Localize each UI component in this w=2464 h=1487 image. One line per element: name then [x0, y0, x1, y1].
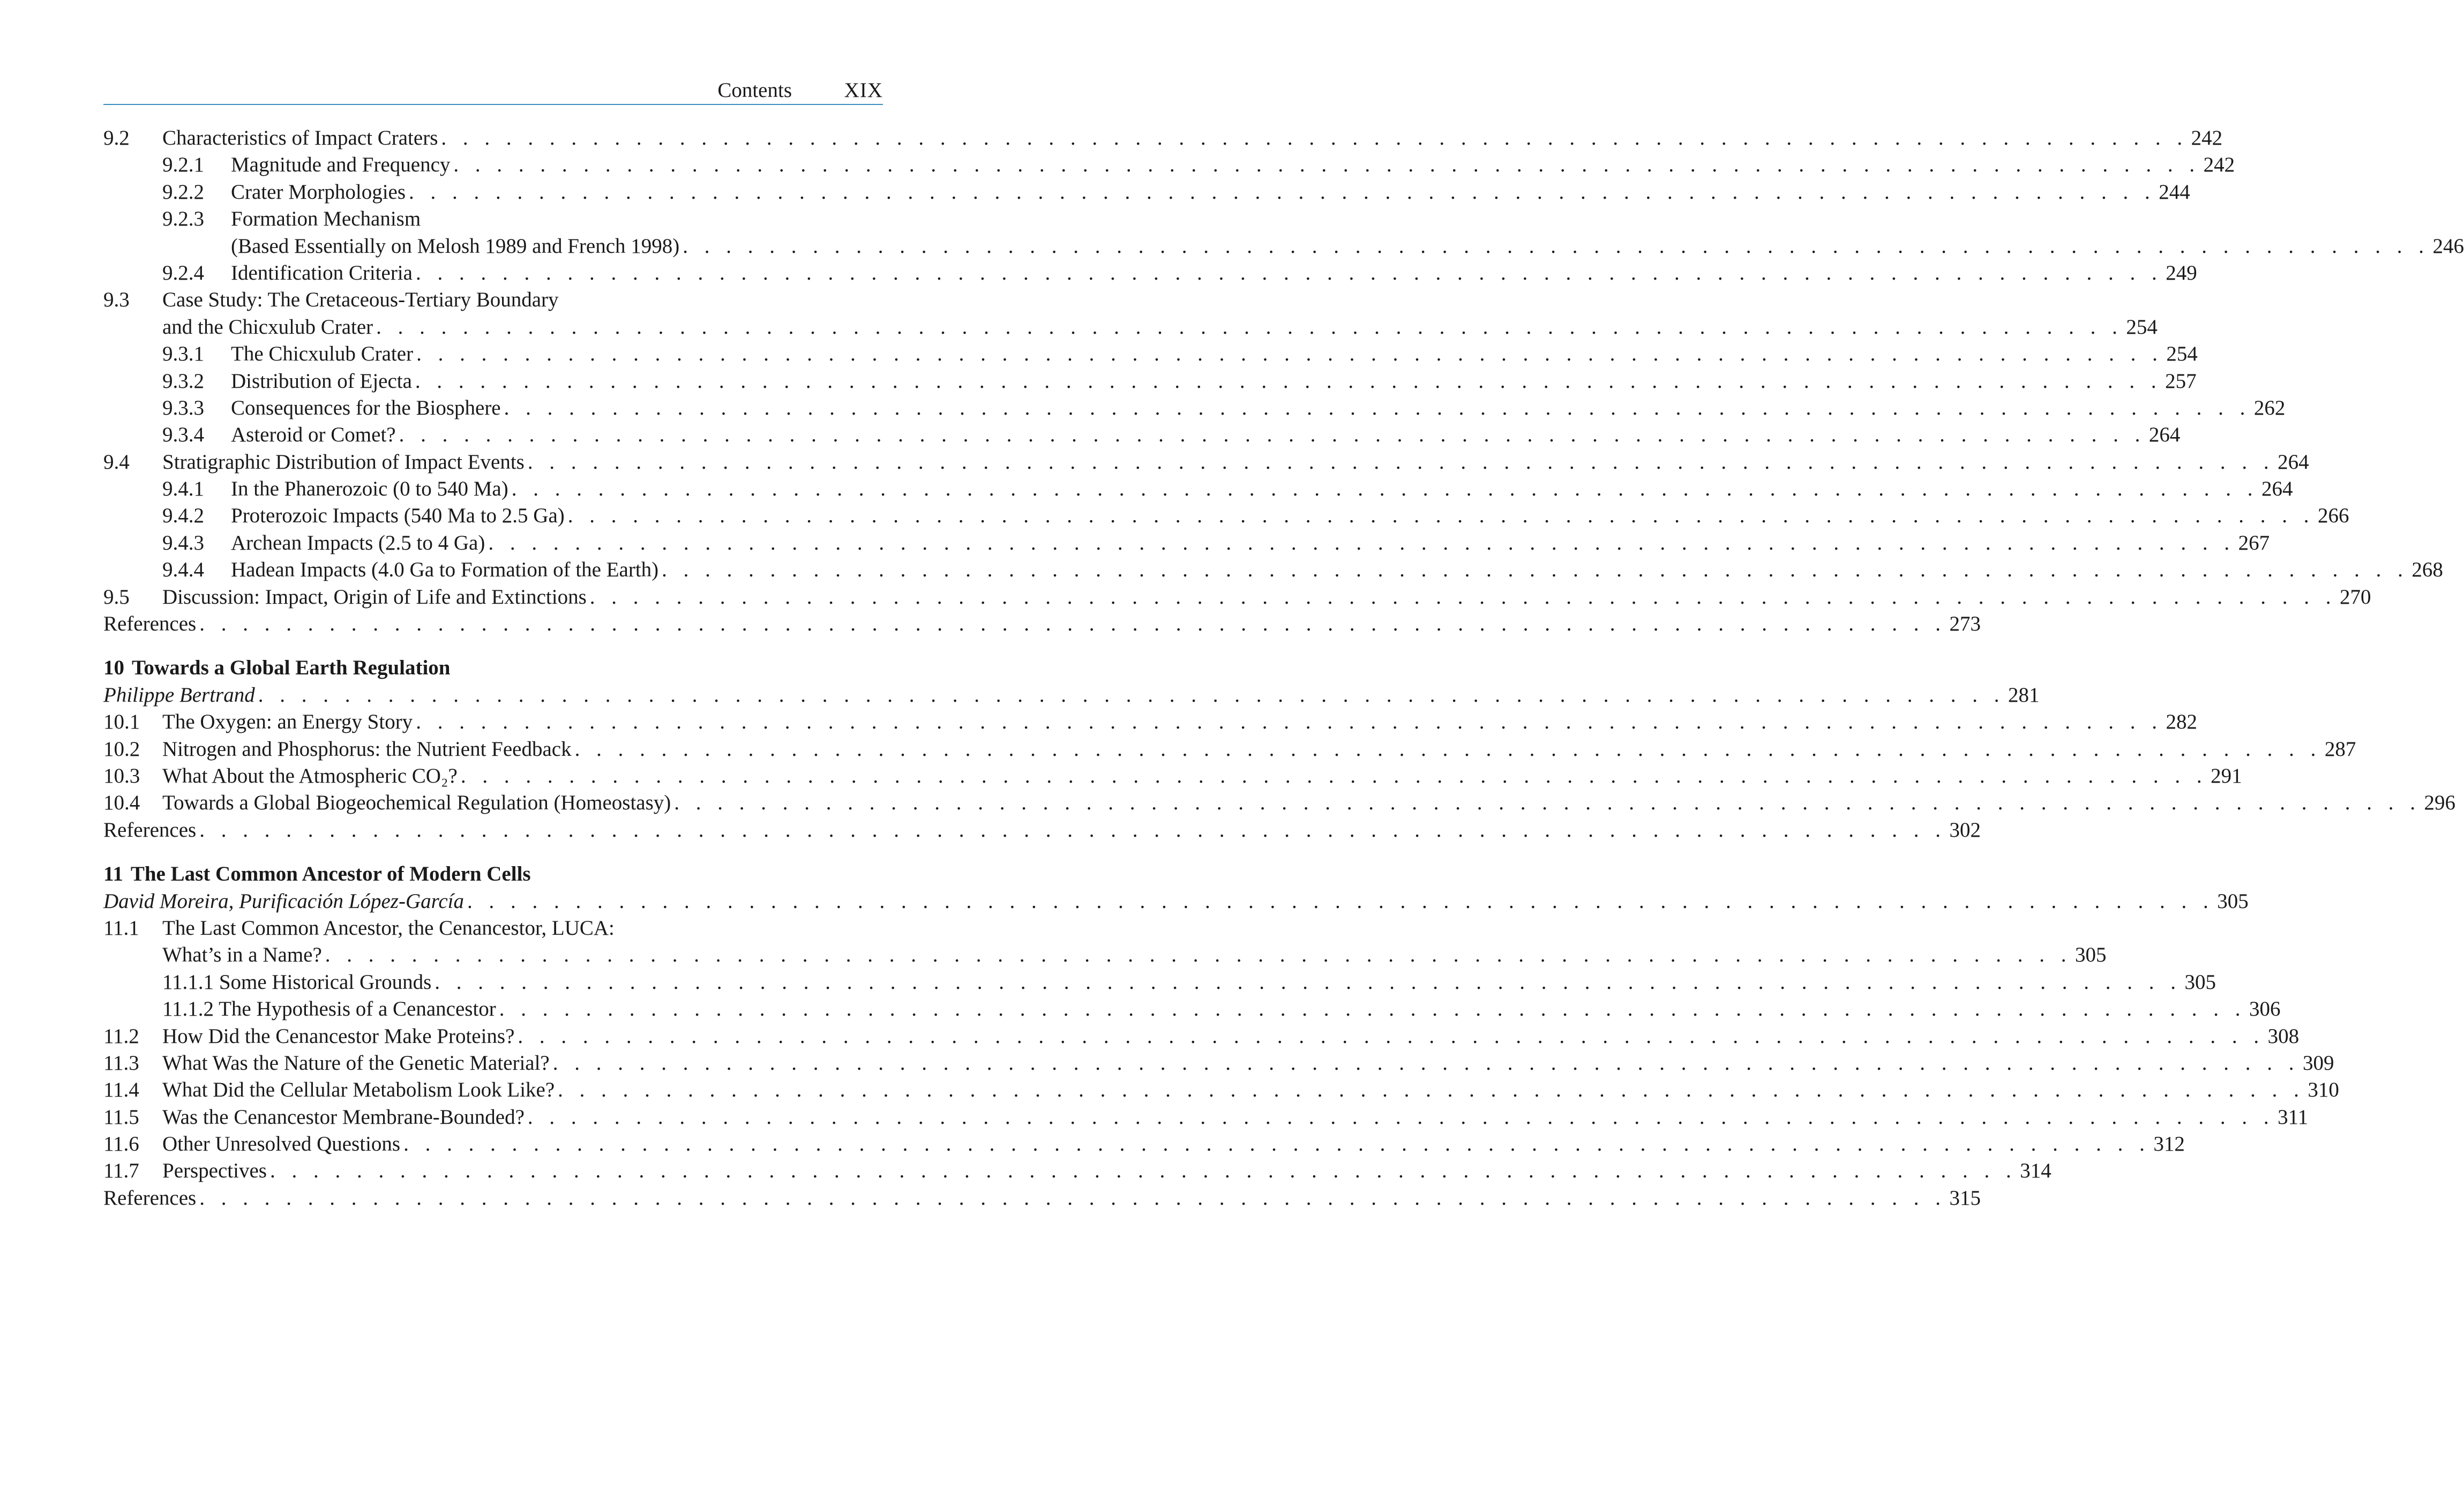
chapter-author: Philippe Bertrand [103, 683, 255, 707]
section-title: What Was the Nature of the Genetic Material? [162, 1051, 550, 1075]
section-title-text: The Hypothesis of a Cenancestor [219, 997, 496, 1021]
dot-leader: . . . . . . . . . . . . . . . . . . . . . . . . . . . . . . . . . . . . . . . . . . . . . . . . . . . . . . . . . . . . . . . . . . . . . . . . . . . . . . . . . [527, 450, 2275, 474]
references-page: 302 [1949, 818, 1981, 842]
chapter-number: 11 [103, 862, 123, 886]
section-number: 9.2.2 [162, 180, 204, 204]
section-page: 314 [2020, 1159, 2051, 1183]
toc-entry-11-1-2[interactable] [103, 996, 2281, 1023]
section-number: 9.3.2 [162, 369, 204, 393]
section-title: Archean Impacts (2.5 to 4 Ga) [231, 531, 485, 554]
references-title: References [103, 818, 197, 842]
section-number: 10.3 [103, 764, 140, 787]
section-title: Characteristics of Impact Craters [162, 126, 438, 149]
dot-leader: . . . . . . . . . . . . . . . . . . . . . . . . . . . . . . . . . . . . . . . . . . . . . . . . . . . . . . . . . . . . . . . . . . . . . . . . . . . . . . . . . [567, 504, 2315, 528]
section-title-line2: What’s in a Name? [162, 943, 322, 967]
section-number: 9.5 [103, 585, 130, 609]
section-title-line1: The Last Common Ancestor, the Cenancestor, LUCA: [162, 916, 615, 940]
section-number: 9.4.4 [162, 558, 204, 582]
section-number: 9.3.3 [162, 396, 204, 419]
dot-leader: . . . . . . . . . . . . . . . . . . . . . . . . . . . . . . . . . . . . . . . . . . . . . . . . . . . . . . . . . . . . . . . . . . . . . . . . . . . . . . . . . [399, 423, 2146, 447]
section-page: 310 [2308, 1078, 2339, 1102]
toc-entry-references-11[interactable] [103, 1185, 1981, 1212]
dot-leader: . . . . . . . . . . . . . . . . . . . . . . . . . . . . . . . . . . . . . . . . . . . . . . . . . . . . . . . . . . . . . . . . . . . . . . . . . . . . . . . . . [589, 585, 2337, 609]
chapter-author: David Moreira, Purificación López-García [103, 889, 465, 913]
section-number: 9.2.3 [162, 207, 204, 231]
toc-entry-author-10[interactable] [103, 682, 2040, 709]
section-number: 9.2.4 [162, 261, 204, 284]
dot-leader: . . . . . . . . . . . . . . . . . . . . . . . . . . . . . . . . . . . . . . . . . . . . . . . . . . . . . . . . . . . . . . . . . . . . . . . . . . . . . . . . . [409, 180, 2156, 204]
dot-leader: . . . . . . . . . . . . . . . . . . . . . . . . . . . . . . . . . . . . . . . . . . . . . . . . . . . . . . . . . . . . . . . . . . . . . . . . . . . . . . . . . [435, 970, 2182, 994]
section-page: 291 [2211, 764, 2242, 787]
section-number: 10.2 [103, 737, 140, 761]
dot-leader: . . . . . . . . . . . . . . . . . . . . . . . . . . . . . . . . . . . . . . . . . . . . . . . . . . . . . . . . . . . . . . . . . . . . . . . . . . . . . . . . . [527, 1105, 2275, 1129]
section-title [162, 996, 496, 1023]
section-number: 9.4.1 [162, 477, 204, 501]
section-page: 268 [2411, 558, 2443, 582]
section-number: 9.4.2 [162, 504, 204, 528]
section-number: 10.1 [103, 710, 140, 734]
section-title: What About the Atmospheric CO₂? [162, 764, 458, 787]
section-number: 9.2 [103, 126, 130, 149]
section-page: 267 [2238, 531, 2270, 554]
section-title-text: Some Historical Grounds [219, 970, 432, 994]
section-number: 11.1.1 [162, 970, 214, 994]
section-page: 287 [2324, 737, 2356, 761]
chapter-page: 305 [2217, 889, 2249, 913]
section-number: 11.6 [103, 1132, 139, 1156]
chapter-number: 10 [103, 656, 124, 680]
section-title: Other Unresolved Questions [162, 1132, 401, 1156]
dot-leader: . . . . . . . . . . . . . . . . . . . . . . . . . . . . . . . . . . . . . . . . . . . . . . . . . . . . . . . . . . . . . . . . . . . . . . . . . . . . . . . . . [199, 1186, 1946, 1210]
section-page: 262 [2253, 396, 2286, 419]
section-page: 254 [2126, 315, 2158, 339]
section-page: 257 [2165, 369, 2197, 393]
section-page: 264 [2148, 423, 2181, 447]
section-page: 296 [2424, 791, 2456, 815]
section-page: 282 [2166, 710, 2197, 734]
section-title: Stratigraphic Distribution of Impact Events [162, 450, 525, 474]
dot-leader: . . . . . . . . . . . . . . . . . . . . . . . . . . . . . . . . . . . . . . . . . . . . . . . . . . . . . . . . . . . . . . . . . . . . . . . . . . . . . . . . . [488, 531, 2235, 554]
section-page: 242 [2203, 153, 2235, 177]
section-title: The Oxygen: an Energy Story [162, 710, 413, 734]
section-number: 11.1.2 [162, 997, 214, 1021]
chapter-title: The Last Common Ancestor of Modern Cells [130, 862, 531, 886]
references-title: References [103, 612, 197, 636]
section-page: 312 [2153, 1132, 2185, 1156]
chapter-title: Towards a Global Earth Regulation [132, 656, 451, 680]
section-page: 266 [2318, 504, 2349, 528]
toc-entry-9-2-2[interactable] [103, 179, 2190, 206]
dot-leader: . . . . . . . . . . . . . . . . . . . . . . . . . . . . . . . . . . . . . . . . . . . . . . . . . . . . . . . . . . . . . . . . . . . . . . . . . . . . . . . . . [403, 1132, 2151, 1156]
section-title: The Chicxulub Crater [231, 342, 414, 366]
references-page: 273 [1949, 612, 1981, 636]
toc-entry-author-11[interactable] [103, 888, 2249, 915]
section-number: 11.4 [103, 1078, 139, 1102]
dot-leader: . . . . . . . . . . . . . . . . . . . . . . . . . . . . . . . . . . . . . . . . . . . . . . . . . . . . . . . . . . . . . . . . . . . . . . . . . . . . . . . . . [376, 315, 2123, 339]
references-page: 315 [1949, 1186, 1981, 1210]
dot-leader: . . . . . . . . . . . . . . . . . . . . . . . . . . . . . . . . . . . . . . . . . . . . . . . . . . . . . . . . . . . . . . . . . . . . . . . . . . . . . . . . . [453, 153, 2200, 177]
dot-leader: . . . . . . . . . . . . . . . . . . . . . . . . . . . . . . . . . . . . . . . . . . . . . . . . . . . . . . . . . . . . . . . . . . . . . . . . . . . . . . . . . [441, 126, 2188, 149]
section-title: Proterozoic Impacts (540 Ma to 2.5 Ga) [231, 504, 565, 528]
dot-leader: . . . . . . . . . . . . . . . . . . . . . . . . . . . . . . . . . . . . . . . . . . . . . . . . . . . . . . . . . . . . . . . . . . . . . . . . . . . . . . . . . [518, 1024, 2265, 1048]
references-title: References [103, 1186, 197, 1210]
section-page: 254 [2166, 342, 2198, 366]
section-page: 309 [2303, 1051, 2334, 1075]
section-page: 305 [2184, 970, 2216, 994]
toc-entry-9-2-3-cont[interactable] [103, 233, 2464, 260]
section-number: 10.4 [103, 791, 140, 815]
section-number: 11.2 [103, 1024, 139, 1048]
toc-entry-references-10[interactable] [103, 817, 1981, 844]
chapter-page: 281 [2008, 683, 2040, 707]
section-number: 11.1 [103, 916, 139, 940]
toc-entry-10-1[interactable] [103, 709, 2197, 735]
section-page: 242 [2191, 126, 2223, 149]
section-number: 11.5 [103, 1105, 139, 1129]
toc-entry-11-2[interactable] [103, 1023, 2300, 1050]
chapter-heading-10[interactable] [103, 655, 883, 681]
toc-entry-11-3[interactable] [103, 1050, 2334, 1077]
toc-entry-9-2-1[interactable] [103, 152, 2235, 178]
section-title: Hadean Impacts (4.0 Ga to Formation of the Earth) [231, 558, 659, 582]
section-title-line1: Case Study: The Cretaceous-Tertiary Boundary [162, 288, 559, 312]
section-title-line1: Formation Mechanism [231, 207, 421, 231]
section-page: 244 [2159, 180, 2190, 204]
section-number: 9.3.4 [162, 423, 204, 447]
toc-entry-9-4-2[interactable] [103, 502, 2349, 529]
section-number: 11.7 [103, 1159, 139, 1183]
toc-entry-10-4[interactable] [103, 790, 2456, 816]
section-title: Asteroid or Comet? [231, 423, 396, 447]
section-page: 308 [2267, 1024, 2300, 1048]
dot-leader: . . . . . . . . . . . . . . . . . . . . . . . . . . . . . . . . . . . . . . . . . . . . . . . . . . . . . . . . . . . . . . . . . . . . . . . . . . . . . . . . . [416, 710, 2163, 734]
toc-entry-9-3-cont[interactable] [103, 314, 2158, 341]
section-title-line2: and the Chicxulub Crater [162, 315, 373, 339]
section-title: Distribution of Ejecta [231, 369, 412, 393]
section-title: How Did the Cenancestor Make Proteins? [162, 1024, 515, 1048]
page-number: XIX [844, 79, 883, 102]
dot-leader: . . . . . . . . . . . . . . . . . . . . . . . . . . . . . . . . . . . . . . . . . . . . . . . . . . . . . . . . . . . . . . . . . . . . . . . . . . . . . . . . . [467, 889, 2214, 913]
toc-entry-9-3[interactable] [103, 287, 883, 313]
toc-entry-9-3-2[interactable] [103, 368, 2197, 395]
toc-entry-9-2-3[interactable] [103, 206, 883, 232]
dot-leader: . . . . . . . . . . . . . . . . . . . . . . . . . . . . . . . . . . . . . . . . . . . . . . . . . . . . . . . . . . . . . . . . . . . . . . . . . . . . . . . . . [460, 764, 2208, 787]
section-page: 246 [2432, 234, 2464, 258]
section-page: 311 [2278, 1105, 2309, 1129]
section-title: Was the Cenancestor Membrane-Bounded? [162, 1105, 525, 1129]
toc-entry-9-3-3[interactable] [103, 395, 2286, 422]
toc-entry-9-2[interactable] [103, 125, 2223, 152]
section-page: 264 [2278, 450, 2309, 474]
section-number: 9.4 [103, 450, 130, 474]
running-header-title: Contents [717, 79, 792, 102]
section-title: Nitrogen and Phosphorus: the Nutrient Feedback [162, 737, 572, 761]
dot-leader: . . . . . . . . . . . . . . . . . . . . . . . . . . . . . . . . . . . . . . . . . . . . . . . . . . . . . . . . . . . . . . . . . . . . . . . . . . . . . . . . . [499, 997, 2246, 1021]
dot-leader: . . . . . . . . . . . . . . . . . . . . . . . . . . . . . . . . . . . . . . . . . . . . . . . . . . . . . . . . . . . . . . . . . . . . . . . . . . . . . . . . . [199, 612, 1946, 636]
toc-entry-9-4-3[interactable] [103, 530, 2270, 557]
toc-entry-11-7[interactable] [103, 1158, 2051, 1184]
dot-leader: . . . . . . . . . . . . . . . . . . . . . . . . . . . . . . . . . . . . . . . . . . . . . . . . . . . . . . . . . . . . . . . . . . . . . . . . . . . . . . . . . [199, 818, 1946, 842]
section-page: 264 [2261, 477, 2293, 501]
dot-leader: . . . . . . . . . . . . . . . . . . . . . . . . . . . . . . . . . . . . . . . . . . . . . . . . . . . . . . . . . . . . . . . . . . . . . . . . . . . . . . . . . [574, 737, 2321, 761]
dot-leader: . . . . . . . . . . . . . . . . . . . . . . . . . . . . . . . . . . . . . . . . . . . . . . . . . . . . . . . . . . . . . . . . . . . . . . . . . . . . . . . . . [416, 342, 2163, 366]
section-page: 270 [2340, 585, 2371, 609]
chapter-heading-11[interactable] [103, 861, 883, 888]
toc-entry-9-3-4[interactable] [103, 422, 2181, 448]
toc-entry-9-2-4[interactable] [103, 260, 2197, 287]
section-title: Crater Morphologies [231, 180, 406, 204]
dot-leader: . . . . . . . . . . . . . . . . . . . . . . . . . . . . . . . . . . . . . . . . . . . . . . . . . . . . . . . . . . . . . . . . . . . . . . . . . . . . . . . . . [325, 943, 2072, 967]
section-number: 9.4.3 [162, 531, 204, 554]
section-number: 9.2.1 [162, 153, 204, 177]
section-title-line2: (Based Essentially on Melosh 1989 and French 1998) [231, 234, 680, 258]
toc-entry-11-6[interactable] [103, 1131, 2185, 1158]
dot-leader: . . . . . . . . . . . . . . . . . . . . . . . . . . . . . . . . . . . . . . . . . . . . . . . . . . . . . . . . . . . . . . . . . . . . . . . . . . . . . . . . . [504, 396, 2251, 419]
toc-entry-9-4-1[interactable] [103, 476, 2293, 502]
toc-entry-9-5[interactable] [103, 584, 2371, 611]
dot-leader: . . . . . . . . . . . . . . . . . . . . . . . . . . . . . . . . . . . . . . . . . . . . . . . . . . . . . . . . . . . . . . . . . . . . . . . . . . . . . . . . . [269, 1159, 2017, 1183]
toc-entry-11-1-1[interactable] [103, 969, 2216, 996]
dot-leader: . . . . . . . . . . . . . . . . . . . . . . . . . . . . . . . . . . . . . . . . . . . . . . . . . . . . . . . . . . . . . . . . . . . . . . . . . . . . . . . . . [662, 558, 2409, 582]
toc-entry-11-1[interactable] [103, 915, 883, 942]
section-title: Perspectives [162, 1159, 267, 1183]
toc-entry-10-3[interactable] [103, 763, 2242, 790]
running-header [103, 78, 883, 105]
toc-entry-11-4[interactable] [103, 1077, 2339, 1103]
toc-entry-11-5[interactable] [103, 1104, 2309, 1131]
section-page: 306 [2249, 997, 2281, 1021]
dot-leader: . . . . . . . . . . . . . . . . . . . . . . . . . . . . . . . . . . . . . . . . . . . . . . . . . . . . . . . . . . . . . . . . . . . . . . . . . . . . . . . . . [558, 1078, 2305, 1102]
section-title: Discussion: Impact, Origin of Life and Extinctions [162, 585, 587, 609]
toc-entry-9-4[interactable] [103, 449, 2309, 476]
section-number: 9.3.1 [162, 342, 204, 366]
dot-leader: . . . . . . . . . . . . . . . . . . . . . . . . . . . . . . . . . . . . . . . . . . . . . . . . . . . . . . . . . . . . . . . . . . . . . . . . . . . . . . . . . [415, 369, 2162, 393]
dot-leader: . . . . . . . . . . . . . . . . . . . . . . . . . . . . . . . . . . . . . . . . . . . . . . . . . . . . . . . . . . . . . . . . . . . . . . . . . . . . . . . . . [683, 234, 2430, 258]
section-title: Identification Criteria [231, 261, 413, 284]
toc-entry-references-9[interactable] [103, 611, 1981, 637]
section-title: Magnitude and Frequency [231, 153, 451, 177]
section-title: Consequences for the Biosphere [231, 396, 501, 419]
toc-entry-9-3-1[interactable] [103, 341, 2198, 367]
section-page: 305 [2075, 943, 2107, 967]
section-number: 9.3 [103, 288, 130, 312]
section-title [162, 969, 431, 996]
dot-leader: . . . . . . . . . . . . . . . . . . . . . . . . . . . . . . . . . . . . . . . . . . . . . . . . . . . . . . . . . . . . . . . . . . . . . . . . . . . . . . . . . [511, 477, 2258, 501]
table-of-contents [103, 125, 2464, 1212]
section-title: What Did the Cellular Metabolism Look Like? [162, 1078, 555, 1102]
toc-entry-10-2[interactable] [103, 736, 2356, 763]
toc-entry-9-4-4[interactable] [103, 557, 2443, 583]
dot-leader: . . . . . . . . . . . . . . . . . . . . . . . . . . . . . . . . . . . . . . . . . . . . . . . . . . . . . . . . . . . . . . . . . . . . . . . . . . . . . . . . . [415, 261, 2163, 284]
dot-leader: . . . . . . . . . . . . . . . . . . . . . . . . . . . . . . . . . . . . . . . . . . . . . . . . . . . . . . . . . . . . . . . . . . . . . . . . . . . . . . . . . [674, 791, 2421, 815]
section-title: Towards a Global Biogeochemical Regulation (Homeostasy) [162, 791, 671, 815]
toc-entry-11-1-cont[interactable] [103, 942, 2107, 968]
dot-leader: . . . . . . . . . . . . . . . . . . . . . . . . . . . . . . . . . . . . . . . . . . . . . . . . . . . . . . . . . . . . . . . . . . . . . . . . . . . . . . . . . [258, 683, 2005, 707]
section-page: 249 [2166, 261, 2197, 284]
section-title: In the Phanerozoic (0 to 540 Ma) [231, 477, 508, 501]
section-number: 11.3 [103, 1051, 139, 1075]
dot-leader: . . . . . . . . . . . . . . . . . . . . . . . . . . . . . . . . . . . . . . . . . . . . . . . . . . . . . . . . . . . . . . . . . . . . . . . . . . . . . . . . . [552, 1051, 2300, 1075]
